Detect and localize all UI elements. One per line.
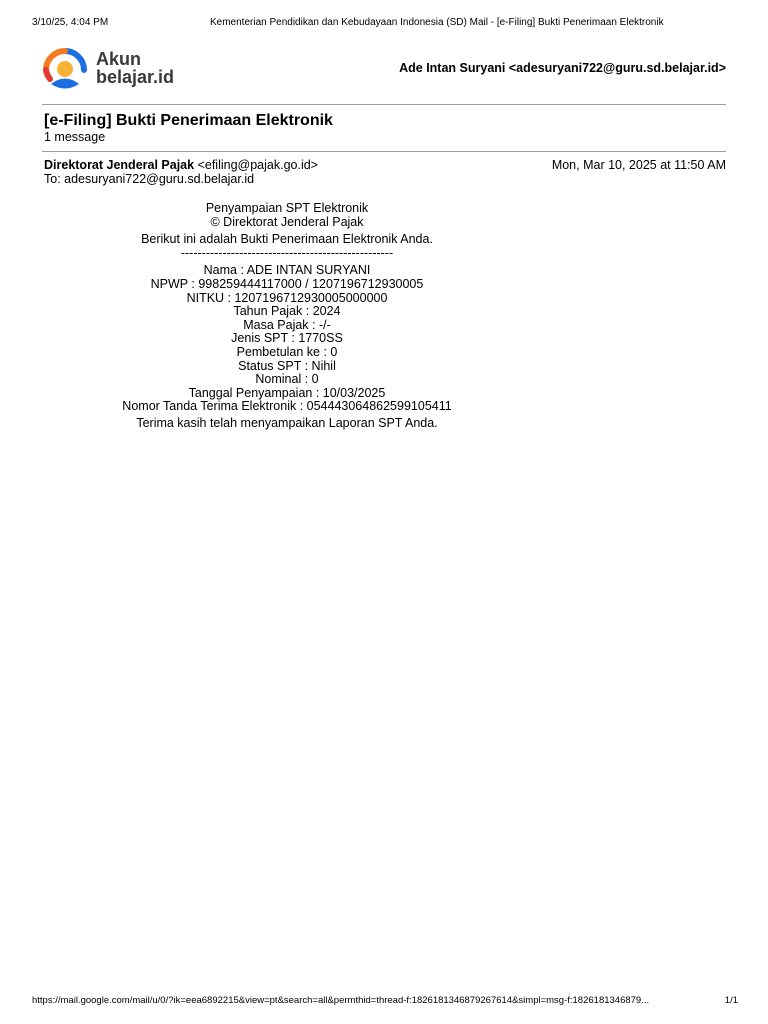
message-body <box>44 202 530 431</box>
logo-line-1: Akun <box>96 49 141 69</box>
field-tahun-pajak: Tahun Pajak : 2024 <box>233 304 341 319</box>
sender-email: <efiling@pajak.go.id> <box>197 158 318 172</box>
brand-row <box>42 44 726 94</box>
logo-wordmark <box>96 50 174 86</box>
field-nomor-tanda-terima: Nomor Tanda Terima Elektronik : 054443064862599105411 <box>122 399 452 414</box>
thread-subject: [e-Filing] Bukti Penerimaan Elektronik <box>44 112 333 129</box>
field-tanggal: Tanggal Penyampaian : 10/03/2025 <box>188 385 386 400</box>
field-nominal: Nominal : 0 <box>255 372 319 387</box>
field-npwp: NPWP : 998259444117000 / 1207196712930005 <box>150 276 424 291</box>
print-title: Kementerian Pendidikan dan Kebudayaan Indonesia (SD) Mail - [e-Filing] Bukti Penerimaan Elektronik <box>210 17 664 28</box>
akun-belajar-logo-icon <box>42 47 88 93</box>
body-separator: --------------------------------------------------- <box>180 245 394 260</box>
divider <box>42 104 726 105</box>
field-nitku: NITKU : 1207196712930005000000 <box>186 290 388 305</box>
body-title-2: © Direktorat Jenderal Pajak <box>210 214 364 229</box>
recipient-line: To: adesuryani722@guru.sd.belajar.id <box>44 172 255 186</box>
body-closing: Terima kasih telah menyampaikan Laporan SPT Anda. <box>136 415 438 430</box>
field-pembetulan: Pembetulan ke : 0 <box>236 344 338 359</box>
print-footer <box>0 995 768 1007</box>
divider <box>42 151 726 152</box>
print-date: 3/10/25, 4:04 PM <box>32 17 109 28</box>
sender-name: Direktorat Jenderal Pajak <box>44 158 195 172</box>
field-nama: Nama : ADE INTAN SURYANI <box>203 263 371 278</box>
sent-date: Mon, Mar 10, 2025 at 11:50 AM <box>551 158 726 172</box>
body-intro: Berikut ini adalah Bukti Penerimaan Elektronik Anda. <box>141 232 433 247</box>
body-title-1: Penyampaian SPT Elektronik <box>205 201 369 215</box>
field-jenis-spt: Jenis SPT : 1770SS <box>231 331 343 346</box>
field-masa-pajak: Masa Pajak : -/- <box>243 317 331 332</box>
field-status-spt: Status SPT : Nihil <box>238 358 336 373</box>
message-count: 1 message <box>44 130 106 144</box>
print-url: https://mail.google.com/mail/u/0/?ik=eea6892215&view=pt&search=all&permthid=thread-f:1826181346879267614&simpl=msg-f:1826181346879... <box>32 995 650 1006</box>
logo-line-2: belajar.id <box>96 67 175 87</box>
account-owner: Ade Intan Suryani <adesuryani722@guru.sd.belajar.id> <box>399 61 726 75</box>
print-header <box>0 17 768 31</box>
page-number: 1/1 <box>724 995 738 1006</box>
